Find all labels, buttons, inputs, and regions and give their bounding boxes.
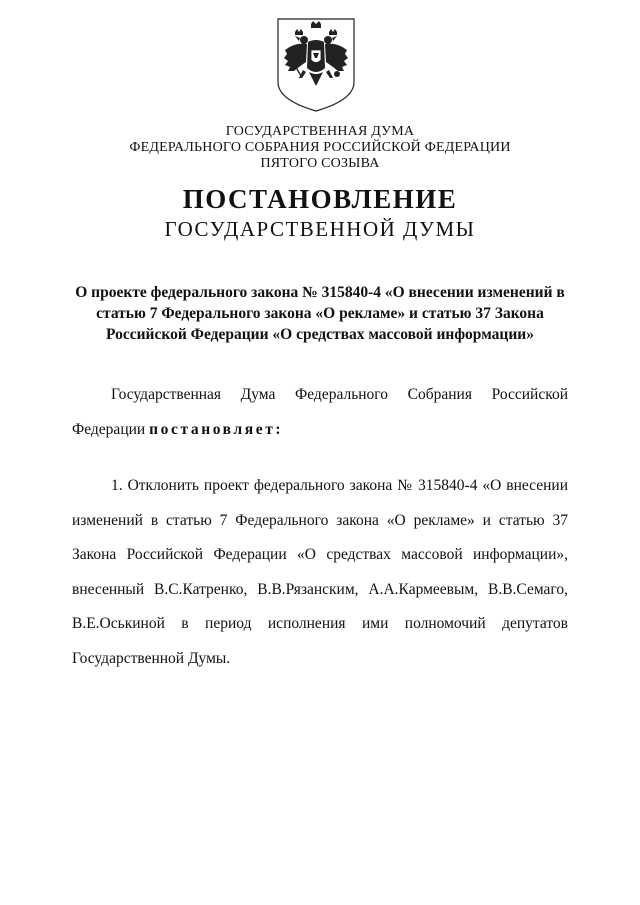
preamble-line-2 [72,421,568,439]
subject-line-2: статью 7 Федерального закона «О рекламе» и статью 37 Закона [96,305,544,322]
item-1-line-5: В.Е.Оськиной в период исполнения ими полномочий депутатов [72,615,568,632]
russian-coat-of-arms-icon [275,16,357,114]
item-1-line-1: 1. Отклонить проект федерального закона № 315840-4 «О внесении [111,477,568,494]
header-line-3: ПЯТОГО СОЗЫВА [260,156,380,171]
preamble-prefix: Федерации [72,421,146,438]
item-1-line-4: внесенный В.С.Катренко, В.В.Рязанским, А.А.Кармеевым, В.В.Семаго, [72,581,568,598]
item-1-line-2: изменений в статью 7 Федерального закона «О рекламе» и статью 37 [72,512,568,529]
item-1-line-3: Закона Российской Федерации «О средствах массовой информации», [72,546,568,563]
preamble-line-1: Государственная Дума Федерального Собрания Российской [111,386,568,403]
preamble-decision-word: постановляет: [149,421,284,438]
subject-line-1: О проекте федерального закона № 315840-4 «О внесении изменений в [75,284,565,301]
subject-line-3: Российской Федерации «О средствах массовой информации» [106,326,534,343]
header-line-2: ФЕДЕРАЛЬНОГО СОБРАНИЯ РОССИЙСКОЙ ФЕДЕРАЦИИ [129,140,511,155]
item-1-line-6: Государственной Думы. [72,650,231,667]
header-line-1: ГОСУДАРСТВЕННАЯ ДУМА [225,124,415,139]
document-subtitle: ГОСУДАРСТВЕННОЙ ДУМЫ [164,217,476,241]
document-title: ПОСТАНОВЛЕНИЕ [182,184,458,214]
